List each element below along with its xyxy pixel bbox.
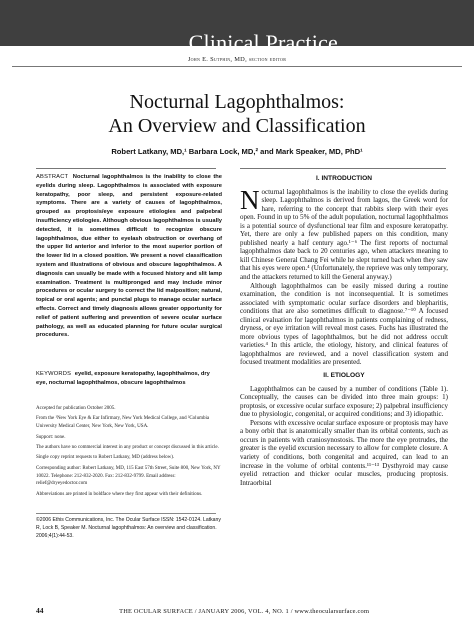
abstract-label: ABSTRACT xyxy=(36,174,69,180)
article-title-line-2: An Overview and Classification xyxy=(108,115,366,137)
keywords-label: KEYWORDS xyxy=(36,371,72,377)
abstract-text: Nocturnal lagophthalmos is the inability to close the eyelids during sleep. Lagophthalmos is associated with exposure keratopathy, poor sleep, and persistent exposure-related symptoms. There are a variety of causes of lagophthalmos, grouped as proptosis/eye exposure etiologies and palpebral insufficiency etiologies. Although obvious lagophthalmos is usually detected, it is sometimes difficult to recognize obscure lagophthalmos, due either to eyelash obstruction or overhang of the upper lid anterior and inferior to the most superior portion of the lower lid in a closed position. We present a novel classification system and illustrations of obvious and obscure lagophthalmos. A diagnosis can usually be made with a focused history and slit lamp examination. Treatment is multipronged and may include minor procedures or ocular surgery to correct the lid malposition; natural, topical or oral agents; and punctal plugs to manage ocular surface effects. Correct and timely diagnosis allows greater opportunity for relief of patient suffering and prevention of severe ocular surface pathology, as well as educated planning for future ocular surgical procedures. xyxy=(36,174,222,339)
page-footer xyxy=(36,606,446,615)
footnote-accepted: Accepted for publication October 2005. xyxy=(36,406,116,411)
footnote-support: Support: none. xyxy=(36,434,66,440)
footnote-correspondence: Corresponding author: Robert Latkany, MD, 115 East 57th Street, Suite 800, New York, NY 10022. Telephone: 212-832-2020. Fax: 212-832-9799. Email address: relief@dryeyedoctor.com xyxy=(36,465,221,487)
right-column-divider xyxy=(240,168,446,169)
etiology-paragraph-2: Persons with excessive ocular surface exposure or proptosis may have a bony orbit that is anatomically smaller than its orbital contents, such as occurs in patients with craniosynostosis. The more the eye protrudes, the greater is the eyelid excursion necessary to allow for complete closure. A variety of conditions, both congenital and acquired, can lead to an increase in the volume of orbital contents.¹¹⁻¹³ Dysthyroid may cause eyelid retraction and thicker ocular muscles, producing proptosis. Intraorbital xyxy=(240,418,448,487)
author-list: Robert Latkany, MD,¹ Barbara Lock, MD,² and Mark Speaker, MD, PhD¹ xyxy=(111,147,363,156)
keywords-text: eyelid, exposure keratopathy, lagophthalmos, dry eye, nocturnal lagophthalmos, obscure lagophthalmos xyxy=(36,371,210,386)
footnote-disclosure: The authors have no commercial interest in any product or concept discussed in this article. xyxy=(36,444,219,450)
footnote-affiliations: From the ¹New York Eye & Ear Infirmary, New York Medical College, and ²Columbia University Medical Center, New York, New York, USA. xyxy=(36,416,210,430)
section-label: Clinical Practice xyxy=(188,30,338,55)
page-number: 44 xyxy=(36,606,44,615)
section-heading-introduction: I. INTRODUCTION xyxy=(315,175,373,182)
article-title-line-1: Nocturnal Lagophthalmos: xyxy=(129,91,345,113)
article-title xyxy=(0,90,474,138)
drop-cap: N xyxy=(240,184,260,215)
copyright-divider xyxy=(36,513,216,514)
section-editor: John E. Sutphin, MD, section editor xyxy=(187,56,287,63)
body-text-column xyxy=(240,175,448,487)
footnotes xyxy=(36,405,226,501)
keywords xyxy=(36,370,222,388)
intro-paragraph-1 xyxy=(240,184,448,282)
left-column-divider xyxy=(36,168,216,169)
copyright-notice: ©2006 Ethis Communications, Inc. The Ocular Surface ISSN: 1542-0124. Latkany R, Lock B, Speaker M. Nocturnal lagophthalmos: An overview and classification. 2006;4(1):44-53. xyxy=(36,517,221,539)
intro-paragraph-2: Although lagophthalmos can be easily missed during a routine examination, the condition is not inconsequential. It is sometimes associated with symptomatic ocular surface disorders and blepharitis, conditions that are also sometimes difficult to diagnose.⁷⁻¹⁰ A focused clinical evaluation for lagophthalmos in patients complaining of redness, dryness, or eye irritation will reveal most cases. Fuchs has illustrated the more obvious types of lagophthalmos, but he did not address occult varieties.⁴ In this article, the etiology, history, and clinical features of lagophthalmos are reviewed, and a novel classification system and focused treatment modalities are presented. xyxy=(240,281,448,367)
journal-footer: THE OCULAR SURFACE / JANUARY 2006, VOL. 4, NO. 1 / www.theocularsurface.com xyxy=(119,608,370,615)
intro-paragraph-1-text: octurnal lagophthalmos is the inability to close the eyelids during sleep. Lagophthalmos is derived from lagos, the Greek word for hare, referring to the concept that rabbits sleep with their eyes open. Found in up to 5% of the adult population, nocturnal lagophthalmos is a potential source of dysfunctional tear film and exposure keratopathy. Yet, there are only a few published papers on this condition, many published nearly a half century ago.¹⁻⁶ The first reports of nocturnal lagophthalmos date back to 20 centuries ago, when attackers meaning to kill Chinese General Chang Fei while he slept turned back when they saw that his eyes were open.⁴ (Unfortunately, the reprieve was only temporary, and the attackers returned to kill the General anyway.) xyxy=(240,187,448,282)
footnote-reprints: Single copy reprint requests to Robert Latkany, MD (address below). xyxy=(36,455,175,461)
footnote-abbreviations: Abbreviations are printed in boldface where they first appear with their definitions. xyxy=(36,491,203,497)
abstract xyxy=(36,173,222,340)
etiology-paragraph-1: Lagophthalmos can be caused by a number of conditions (Table 1). Conceptually, the causes can be divided into three main groups: 1) proptosis, or excessive ocular surface exposure; 2) palpebral insufficiency due to physiologic, congenital, or acquired conditions; and 3) idiopathic. xyxy=(240,384,448,419)
section-heading-etiology: II. ETIOLOGY xyxy=(323,372,365,380)
header-divider xyxy=(12,66,462,67)
